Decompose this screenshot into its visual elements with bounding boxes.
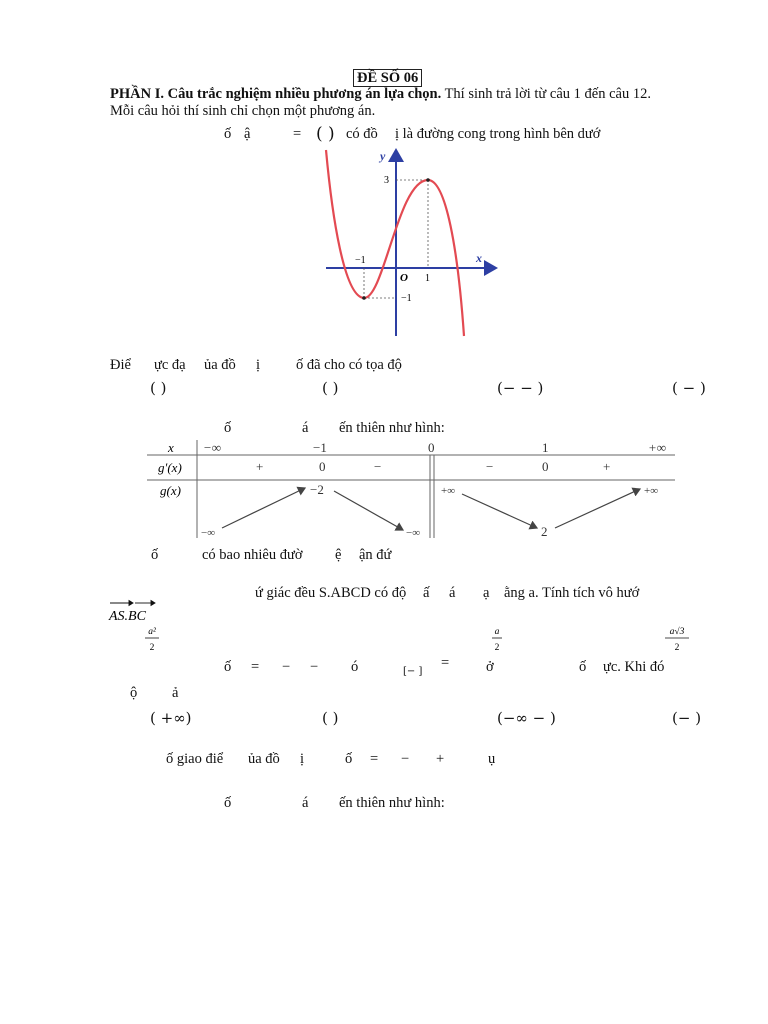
q5-part-f: − <box>401 751 410 767</box>
q4-stem-h: ở <box>486 659 494 675</box>
table-x-pos-inf: +∞ <box>648 440 667 455</box>
q1-stem-b: ậ <box>244 126 251 142</box>
q3-stem-a: ứ giác đều S.ABCD có độ <box>255 585 407 601</box>
q5-part-a: ố giao điể <box>166 751 224 767</box>
q4-stem-j: ực. Khi đó <box>603 659 665 675</box>
q2-stem-c: ến thiên như hình: <box>339 420 445 436</box>
q3-stem-e: ằng a. Tính tích vô hướ <box>504 585 640 601</box>
q1-option-c[interactable]: (− − ) <box>497 379 544 397</box>
table-sign-4: − <box>486 459 494 474</box>
q5-part-e: = <box>370 751 379 767</box>
q5-part-b: ủa đồ <box>248 751 280 767</box>
tick-x-neg: −1 <box>355 255 366 266</box>
q6-part-a: ố <box>224 795 232 811</box>
q3-stem-b: ấ <box>423 585 430 601</box>
q4-option-c[interactable]: (−∞ − ) <box>497 709 556 727</box>
q4-stem-interval: [− ] <box>403 666 423 677</box>
q4-stem-i: ố <box>579 659 587 675</box>
q1-option-d[interactable]: ( − ) <box>672 379 706 397</box>
part-instruction: Thí sinh trả lời từ câu 1 đến câu 12. <box>441 86 651 102</box>
q6-part-b: á <box>302 795 309 811</box>
q4-option-b[interactable]: ( ) <box>322 709 339 727</box>
tick-y-neg: −1 <box>401 293 412 304</box>
part-instruction-line2: Mỗi câu hỏi thí sinh chỉ chọn một phương án. <box>110 103 376 119</box>
table-x-one: 1 <box>542 440 549 455</box>
q4-option-d[interactable]: (− ) <box>672 709 702 727</box>
table-x-neg-inf: −∞ <box>203 440 222 455</box>
table-g-value-neg-inf-start: −∞ <box>201 527 216 539</box>
q1-stem-c: = <box>293 126 302 142</box>
q1-question-d: ị <box>256 357 261 373</box>
table-g-value-neg-inf-left: −∞ <box>406 527 421 539</box>
table-x-zero: 0 <box>428 440 435 455</box>
q4-option-a[interactable]: ( +∞) <box>150 709 192 727</box>
q6-part-c: ến thiên như hình: <box>339 795 445 811</box>
q2-question-d: ận đứ <box>359 547 392 563</box>
q2-stem-b: á <box>302 420 309 436</box>
q4-stem-g: = <box>441 655 450 671</box>
q4-stem-a: ố <box>224 659 232 675</box>
q4-stem-b: = <box>251 659 260 675</box>
q2-question-b: có bao nhiêu đườ <box>202 547 303 563</box>
table-g-value-inf-right: +∞ <box>441 485 456 497</box>
q4-stem-d: − <box>310 659 319 675</box>
table-sign-5: 0 <box>542 459 549 474</box>
table-row-g-label: g(x) <box>160 483 181 498</box>
q5-part-d: ố <box>345 751 353 767</box>
q5-part-c: ị <box>300 751 305 767</box>
q1-question-c: ủa đồ <box>204 357 236 373</box>
q1-option-a[interactable]: ( ) <box>150 379 167 397</box>
q3-stem-c: á <box>449 585 456 601</box>
q2-question-c: ệ <box>335 547 342 563</box>
q3-opt-a-denominator: 2 <box>149 643 155 653</box>
exam-title: ĐỀ SỐ 06 <box>353 69 422 87</box>
table-sign-6: + <box>603 459 611 474</box>
table-g-value-min: 2 <box>541 524 548 539</box>
q1-question-a: Điể <box>110 357 131 373</box>
q5-part-h: ụ <box>488 751 496 767</box>
q1-stem-e: có đồ <box>346 126 378 142</box>
origin-label: O <box>400 272 408 284</box>
q1-question-e: ố đã cho có tọa độ <box>296 357 402 373</box>
q3-opt-a-numerator: a² <box>148 627 156 637</box>
q1-stem-f: ị là đường cong trong hình bên dướ <box>395 126 601 142</box>
q4-stem-c: − <box>282 659 291 675</box>
q3-vector-product: AS.BC <box>109 609 146 624</box>
table-g-value-max: −2 <box>310 482 324 497</box>
q3-opt-b-numerator: a <box>494 627 500 637</box>
q4-line2-a: ộ <box>130 685 138 701</box>
table-sign-3: − <box>374 459 382 474</box>
q3-opt-c-numerator: a√3 <box>669 627 685 637</box>
part-heading: PHẦN I. Câu trắc nghiệm nhiều phương án lựa chọn. <box>110 86 442 102</box>
y-axis-label: y <box>380 149 386 163</box>
q5-part-g: + <box>436 751 445 767</box>
table-row-x-label: x <box>168 440 174 455</box>
tick-x-pos: 1 <box>425 273 430 284</box>
q1-option-b[interactable]: ( ) <box>322 379 339 397</box>
q1-question-b: ực đạ <box>154 357 186 373</box>
table-sign-1: + <box>256 459 264 474</box>
q1-stem-a: ố <box>224 126 232 142</box>
q3-opt-c-denominator: 2 <box>674 643 680 653</box>
q2-stem-a: ố <box>224 420 232 436</box>
q3-opt-b-denominator: 2 <box>494 643 500 653</box>
q3-stem-d: ạ <box>483 585 490 601</box>
q4-stem-e: ó <box>351 659 359 675</box>
tick-y-pos: 3 <box>384 175 389 186</box>
x-axis-label: x <box>476 251 482 265</box>
table-x-minus-one: −1 <box>313 440 327 455</box>
q2-question-a: ố <box>151 547 159 563</box>
q1-stem-d: ( ) <box>316 124 335 144</box>
q4-line2-b: ả <box>172 685 179 701</box>
table-row-derivative-label: g′(x) <box>158 460 182 475</box>
table-sign-2: 0 <box>319 459 326 474</box>
table-g-value-inf-end: +∞ <box>644 485 659 497</box>
